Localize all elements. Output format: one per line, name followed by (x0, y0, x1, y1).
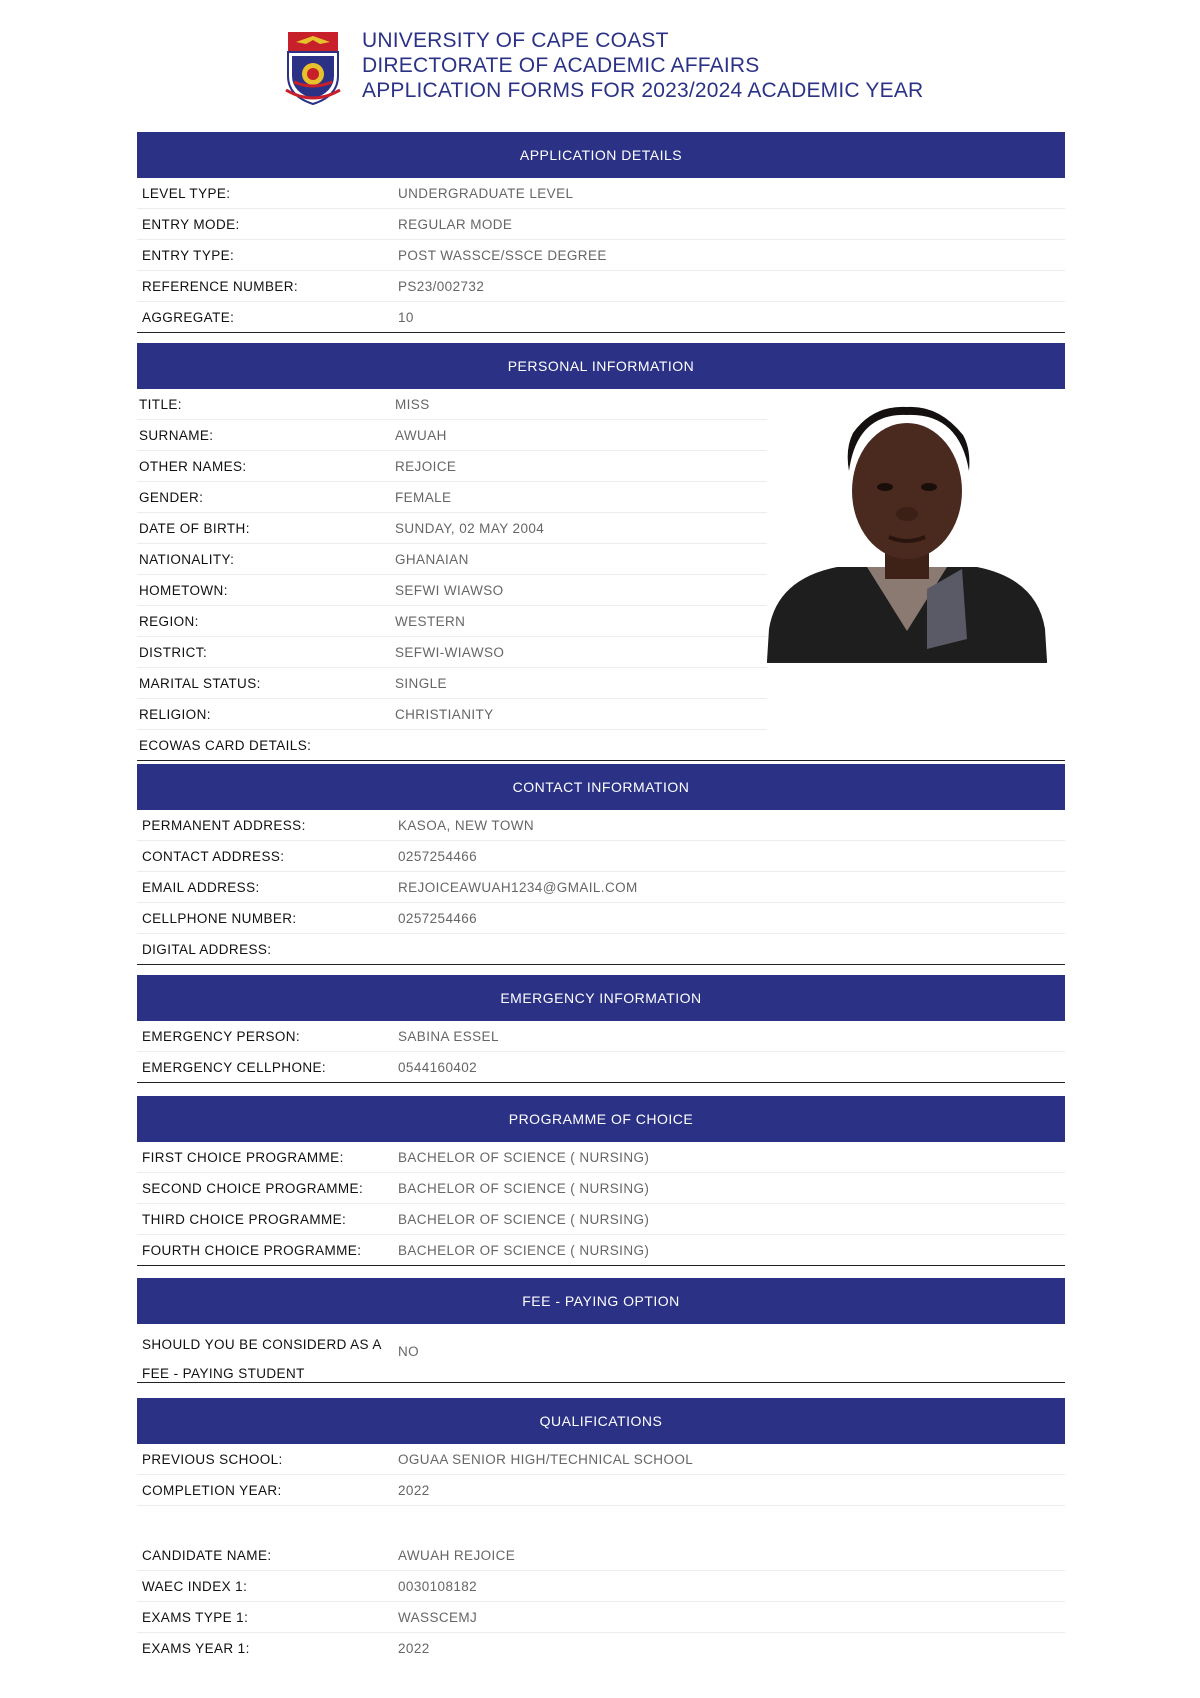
field-value: SABINA ESSEL (398, 1029, 499, 1044)
field-value: REJOICEAWUAH1234@GMAIL.COM (398, 880, 638, 895)
field-label: CELLPHONE NUMBER: (142, 911, 297, 926)
field-label: DIGITAL ADDRESS: (142, 942, 272, 957)
field-value: BACHELOR OF SCIENCE ( NURSING) (398, 1181, 650, 1196)
field-label: CANDIDATE NAME: (142, 1548, 272, 1563)
field-label: CONTACT ADDRESS: (142, 849, 285, 864)
field-label: LEVEL TYPE: (142, 186, 231, 201)
field-label: WAEC INDEX 1: (142, 1579, 248, 1594)
field-label-line2: FEE - PAYING STUDENT (142, 1366, 305, 1381)
fee-paying-option-section (137, 1278, 1065, 1383)
field-label: SURNAME: (139, 428, 214, 443)
detail-row (137, 606, 767, 637)
section-title: PERSONAL INFORMATION (137, 343, 1065, 389)
detail-row (137, 668, 767, 699)
field-value: 2022 (398, 1483, 430, 1498)
section-title: FEE - PAYING OPTION (137, 1278, 1065, 1324)
detail-row (137, 903, 1065, 934)
detail-row (137, 544, 767, 575)
section-title: EMERGENCY INFORMATION (137, 975, 1065, 1021)
qualifications-section (137, 1398, 1065, 1663)
detail-row (137, 1052, 1065, 1082)
field-value: CHRISTIANITY (395, 707, 494, 722)
applicant-photo (767, 399, 1047, 663)
field-label: AGGREGATE: (142, 310, 235, 325)
field-value: 0544160402 (398, 1060, 478, 1075)
field-value: 0257254466 (398, 849, 478, 864)
detail-row (137, 240, 1065, 271)
field-value: SEFWI WIAWSO (395, 583, 504, 598)
detail-row (137, 1475, 1065, 1506)
field-value: FEMALE (395, 490, 452, 505)
field-label: HOMETOWN: (139, 583, 228, 598)
field-label: EMERGENCY PERSON: (142, 1029, 301, 1044)
header-form-title: APPLICATION FORMS FOR 2023/2024 ACADEMIC YEAR (362, 79, 924, 102)
detail-row (137, 302, 1065, 332)
field-value: WESTERN (395, 614, 466, 629)
header-directorate: DIRECTORATE OF ACADEMIC AFFAIRS (362, 54, 760, 77)
field-value: SUNDAY, 02 MAY 2004 (395, 521, 545, 536)
detail-row (137, 1540, 1065, 1571)
field-label: REGION: (139, 614, 199, 629)
detail-row (137, 699, 767, 730)
field-value: 10 (398, 310, 414, 325)
field-value: NO (398, 1344, 420, 1359)
detail-row (137, 1235, 1065, 1265)
section-title: APPLICATION DETAILS (137, 132, 1065, 178)
field-value: UNDERGRADUATE LEVEL (398, 186, 574, 201)
detail-row (137, 389, 767, 420)
field-value: BACHELOR OF SCIENCE ( NURSING) (398, 1150, 650, 1165)
header-university-name: UNIVERSITY OF CAPE COAST (362, 29, 669, 52)
field-label: OTHER NAMES: (139, 459, 247, 474)
field-value: REJOICE (395, 459, 457, 474)
detail-row (137, 1571, 1065, 1602)
detail-row (137, 482, 767, 513)
field-label: COMPLETION YEAR: (142, 1483, 282, 1498)
detail-row (137, 1173, 1065, 1204)
field-value: 0257254466 (398, 911, 478, 926)
field-label: EXAMS YEAR 1: (142, 1641, 250, 1656)
detail-row (137, 872, 1065, 903)
field-label: THIRD CHOICE PROGRAMME: (142, 1212, 347, 1227)
detail-row (137, 513, 767, 544)
field-value: MISS (395, 397, 430, 412)
application-details-section (137, 132, 1065, 333)
field-value: 0030108182 (398, 1579, 478, 1594)
contact-information-section (137, 764, 1065, 965)
field-label: FIRST CHOICE PROGRAMME: (142, 1150, 344, 1165)
field-value: 2022 (398, 1641, 430, 1656)
field-value: SINGLE (395, 676, 447, 691)
field-value: REGULAR MODE (398, 217, 513, 232)
detail-row (137, 810, 1065, 841)
field-label: MARITAL STATUS: (139, 676, 261, 691)
field-label: EMAIL ADDRESS: (142, 880, 260, 895)
field-value: POST WASSCE/SSCE DEGREE (398, 248, 607, 263)
field-label: SECOND CHOICE PROGRAMME: (142, 1181, 364, 1196)
field-label: GENDER: (139, 490, 204, 505)
field-label: NATIONALITY: (139, 552, 235, 567)
detail-row (137, 1021, 1065, 1052)
field-value: BACHELOR OF SCIENCE ( NURSING) (398, 1243, 650, 1258)
detail-row (137, 1324, 1065, 1382)
detail-row (137, 178, 1065, 209)
field-value: GHANAIAN (395, 552, 469, 567)
field-label: REFERENCE NUMBER: (142, 279, 299, 294)
detail-row (137, 1142, 1065, 1173)
detail-row (137, 730, 767, 760)
detail-row (137, 1444, 1065, 1475)
detail-row (137, 637, 767, 668)
field-value: WASSCEMJ (398, 1610, 478, 1625)
row-spacer (137, 1506, 1065, 1540)
field-label: PREVIOUS SCHOOL: (142, 1452, 283, 1467)
field-label: ENTRY MODE: (142, 217, 240, 232)
field-label: DISTRICT: (139, 645, 208, 660)
detail-row (137, 1602, 1065, 1633)
section-title: CONTACT INFORMATION (137, 764, 1065, 810)
detail-row (137, 934, 1065, 964)
field-value: KASOA, NEW TOWN (398, 818, 535, 833)
document-header (284, 28, 944, 108)
detail-row (137, 271, 1065, 302)
detail-row (137, 1633, 1065, 1663)
field-label: PERMANENT ADDRESS: (142, 818, 306, 833)
field-label: FOURTH CHOICE PROGRAMME: (142, 1243, 362, 1258)
programme-of-choice-section (137, 1096, 1065, 1266)
field-value: OGUAA SENIOR HIGH/TECHNICAL SCHOOL (398, 1452, 694, 1467)
field-label: ECOWAS CARD DETAILS: (139, 738, 312, 753)
field-label: RELIGION: (139, 707, 211, 722)
emergency-information-section (137, 975, 1065, 1083)
field-label: ENTRY TYPE: (142, 248, 235, 263)
field-label: TITLE: (139, 397, 182, 412)
field-label: EXAMS TYPE 1: (142, 1610, 249, 1625)
detail-row (137, 451, 767, 482)
field-label-line1: SHOULD YOU BE CONSIDERD AS A (142, 1337, 382, 1352)
section-title: QUALIFICATIONS (137, 1398, 1065, 1444)
field-value: AWUAH REJOICE (398, 1548, 516, 1563)
field-label: EMERGENCY CELLPHONE: (142, 1060, 327, 1075)
field-label: DATE OF BIRTH: (139, 521, 250, 536)
field-value: BACHELOR OF SCIENCE ( NURSING) (398, 1212, 650, 1227)
field-label (142, 1330, 382, 1388)
field-value: SEFWI-WIAWSO (395, 645, 505, 660)
detail-row (137, 209, 1065, 240)
section-title: PROGRAMME OF CHOICE (137, 1096, 1065, 1142)
personal-information-section (137, 343, 1065, 761)
detail-row (137, 575, 767, 606)
detail-row (137, 841, 1065, 872)
detail-row (137, 420, 767, 451)
detail-row (137, 1204, 1065, 1235)
field-value: PS23/002732 (398, 279, 485, 294)
university-crest-logo (284, 30, 342, 106)
field-value: AWUAH (395, 428, 447, 443)
